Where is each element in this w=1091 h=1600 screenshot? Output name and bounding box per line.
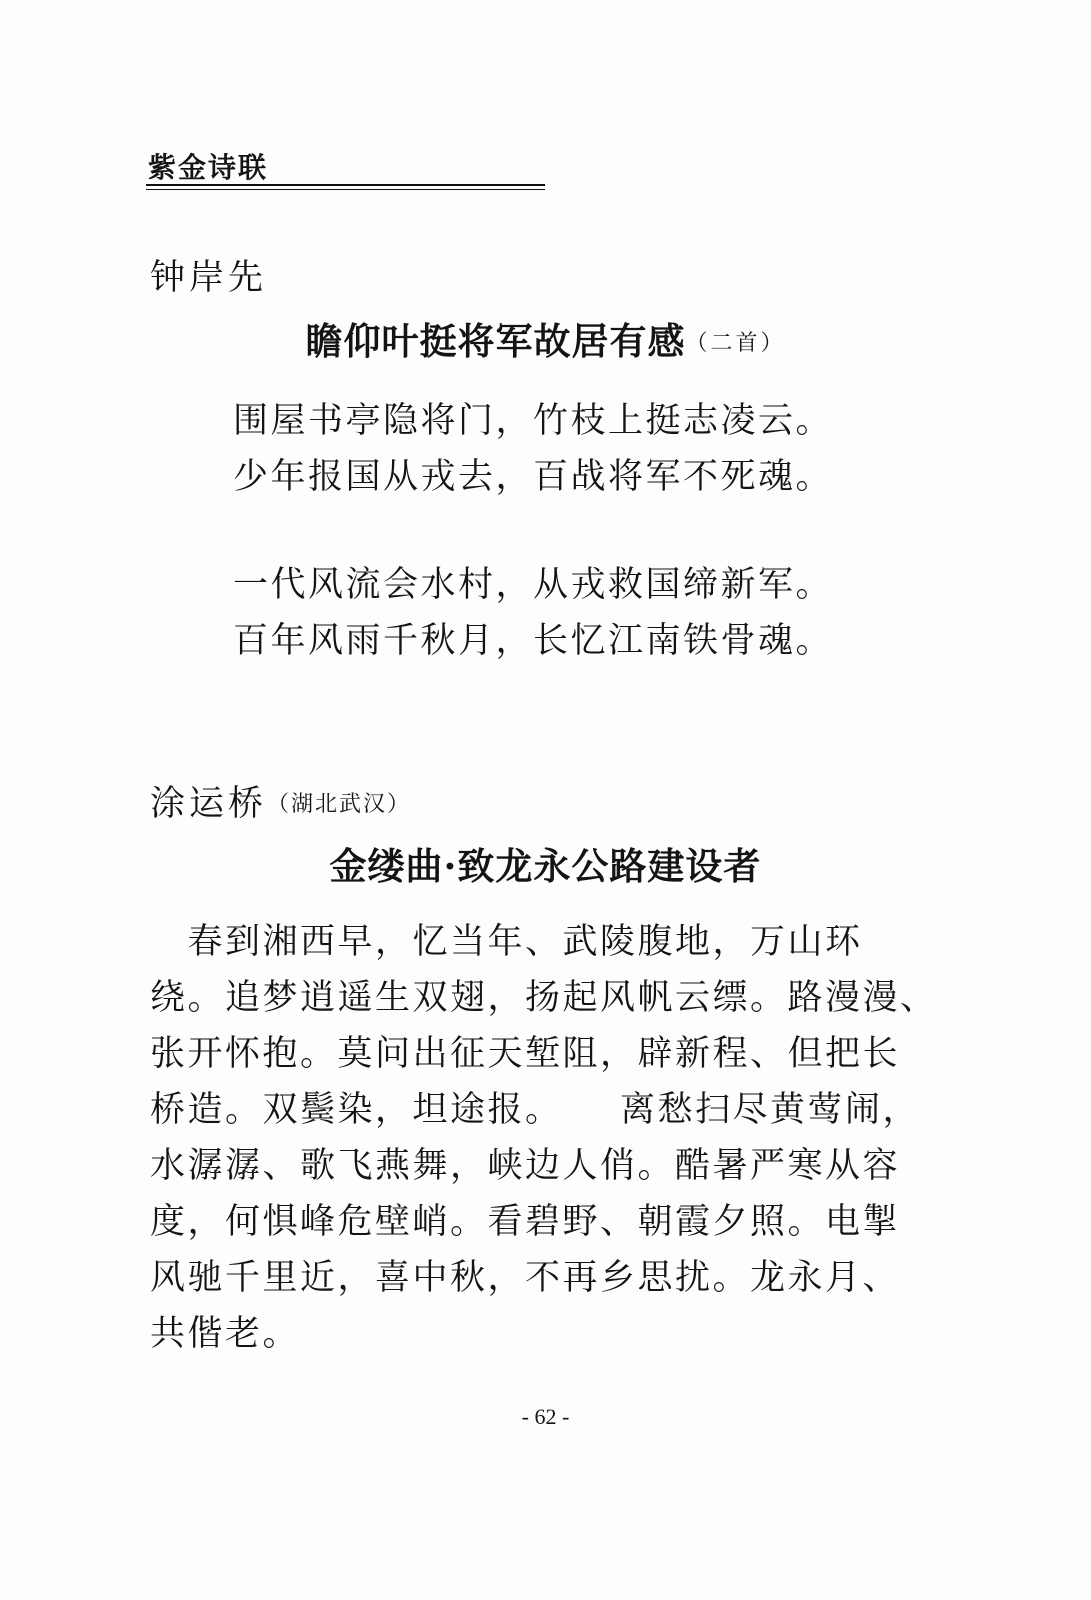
verse-line: 少年报国从戎去，百战将军不死魂。 xyxy=(233,457,834,497)
poem-title-text: 瞻仰叶挺将军故居有感 xyxy=(305,319,686,363)
ci-line: 度，何惧峰危壁峭。看碧野、朝霞夕照。电掣 xyxy=(150,1202,901,1242)
author-origin: （湖北武汉） xyxy=(267,792,412,817)
page-number: - 62 - xyxy=(521,1404,570,1429)
poem-title xyxy=(0,843,1091,889)
ci-line: 春到湘西早，忆当年、武陵腹地，万山环 xyxy=(150,922,863,962)
ci-line: 绕。追梦逍遥生双翅，扬起风帆云缥。路漫漫、 xyxy=(150,978,938,1018)
poem-title-note: （二首） xyxy=(685,331,786,356)
verse-line: 一代风流会水村，从戎救国缔新军。 xyxy=(233,565,834,605)
ci-poem-body xyxy=(150,914,940,1362)
poem-title-text: 金缕曲·致龙永公路建设者 xyxy=(329,844,762,888)
verse-line: 百年风雨千秋月，长忆江南铁骨魂。 xyxy=(233,621,834,661)
ci-line: 桥造。双鬓染，坦途报。 离愁扫尽黄莺闹， xyxy=(150,1090,921,1130)
author-name-text: 钟岸先 xyxy=(150,258,268,298)
ci-line: 共偕老。 xyxy=(150,1314,301,1354)
author-name xyxy=(150,782,411,827)
ci-line: 风驰千里近，喜中秋，不再乡思扰。龙永月、 xyxy=(150,1258,901,1298)
verse-line: 围屋书亭隐将门，竹枝上挺志凌云。 xyxy=(233,401,834,441)
running-head: 紫金诗联 xyxy=(148,151,269,184)
poem-title xyxy=(0,318,1091,367)
ci-line: 水潺潺、歌飞燕舞，峡边人俏。酷暑严寒从容 xyxy=(150,1146,901,1186)
header-rule-thin xyxy=(146,189,545,190)
ci-line: 张开怀抱。莫问出征天堑阻，辟新程、但把长 xyxy=(150,1034,901,1074)
author-name xyxy=(150,256,267,300)
header-rule xyxy=(146,184,545,186)
author-name-text: 涂运桥 xyxy=(150,784,268,824)
